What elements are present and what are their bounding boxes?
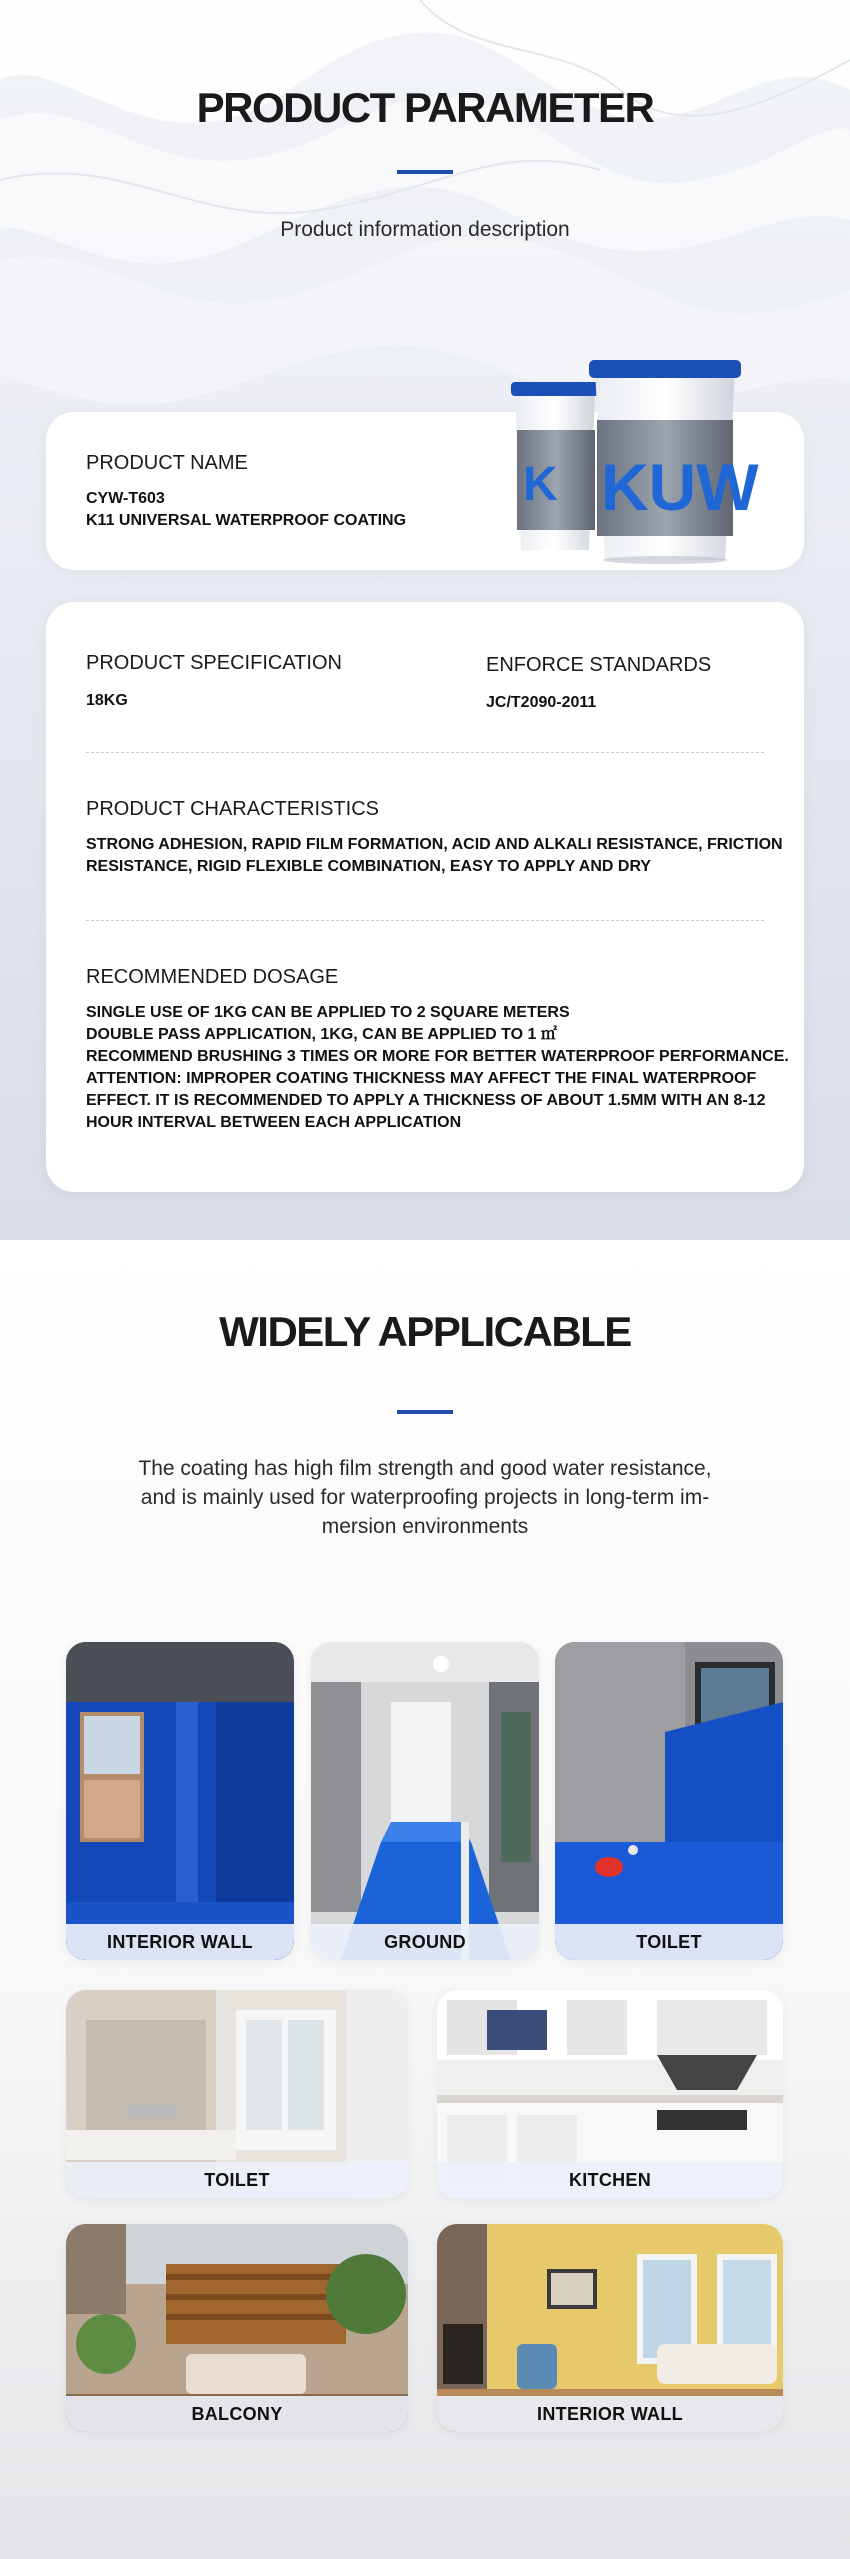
tile-label: INTERIOR WALL: [66, 1924, 294, 1960]
tile-label: TOILET: [555, 1924, 783, 1960]
section-title: PRODUCT PARAMETER: [196, 84, 654, 131]
standards-label: ENFORCE STANDARDS: [486, 654, 712, 676]
toilet-photo: [555, 1642, 783, 1960]
application-tile: [66, 2224, 408, 2432]
dosage-line: EFFECT. IT IS RECOMMENDED TO APPLY A THICKNESS OF ABOUT 1.5MM WITH AN 8-12: [86, 1092, 766, 1109]
product-name-label: PRODUCT NAME: [86, 452, 248, 474]
divider: [86, 920, 764, 921]
dosage-label: RECOMMENDED DOSAGE: [86, 966, 339, 988]
application-tile: [437, 2224, 783, 2432]
tile-label: TOILET: [66, 2162, 408, 2198]
specification-card: [46, 602, 804, 1192]
application-tile: [555, 1642, 783, 1960]
section-title: WIDELY APPLICABLE: [219, 1308, 631, 1355]
application-tile: [66, 1990, 408, 2198]
ground-photo: [311, 1642, 539, 1960]
tile-label: KITCHEN: [437, 2162, 783, 2198]
divider: [86, 752, 764, 753]
dosage-line: RECOMMEND BRUSHING 3 TIMES OR MORE FOR BETTER WATERPROOF PERFORMANCE.: [86, 1048, 789, 1065]
spec-value: 18KG: [86, 692, 128, 709]
description-line: mersion environments: [321, 1515, 529, 1538]
description-line: The coating has high film strength and good water resistance,: [138, 1457, 712, 1480]
dosage-line: SINGLE USE OF 1KG CAN BE APPLIED TO 2 SQUARE METERS: [86, 1004, 570, 1021]
dosage-line: HOUR INTERVAL BETWEEN EACH APPLICATION: [86, 1114, 462, 1131]
product-parameter-section: [0, 0, 850, 1240]
description-line: and is mainly used for waterproofing projects in long-term im-: [140, 1486, 710, 1509]
spec-label: PRODUCT SPECIFICATION: [86, 652, 342, 674]
characteristics-line: RESISTANCE, RIGID FLEXIBLE COMBINATION, EASY TO APPLY AND DRY: [86, 858, 652, 875]
section-subtitle: Product information description: [280, 218, 570, 241]
interior-wall-photo: [66, 1642, 294, 1960]
dosage-line: DOUBLE PASS APPLICATION, 1KG, CAN BE APPLIED TO 1 ㎡: [86, 1026, 557, 1043]
widely-applicable-section: [0, 1240, 850, 2559]
tile-label: BALCONY: [66, 2396, 408, 2432]
application-tile: [311, 1642, 539, 1960]
title-accent-bar: [397, 170, 453, 174]
dosage-line: ATTENTION: IMPROPER COATING THICKNESS MAY AFFECT THE FINAL WATERPROOF: [86, 1070, 757, 1087]
standards-value: JC/T2090-2011: [486, 694, 597, 711]
bucket-brand-text: KUW: [601, 450, 759, 524]
application-tile: [66, 1642, 294, 1960]
characteristics-line: STRONG ADHESION, RAPID FILM FORMATION, ACID AND ALKALI RESISTANCE, FRICTION: [86, 836, 783, 853]
tile-label: INTERIOR WALL: [437, 2396, 783, 2432]
characteristics-label: PRODUCT CHARACTERISTICS: [86, 798, 379, 820]
svg-text:K: K: [523, 458, 558, 511]
tile-label: GROUND: [311, 1924, 539, 1960]
product-model: CYW-T603: [86, 490, 165, 507]
product-name-value: K11 UNIVERSAL WATERPROOF COATING: [86, 512, 407, 529]
application-tile: [437, 1990, 783, 2198]
title-accent-bar: [397, 1410, 453, 1414]
product-bucket-image: [505, 360, 765, 565]
